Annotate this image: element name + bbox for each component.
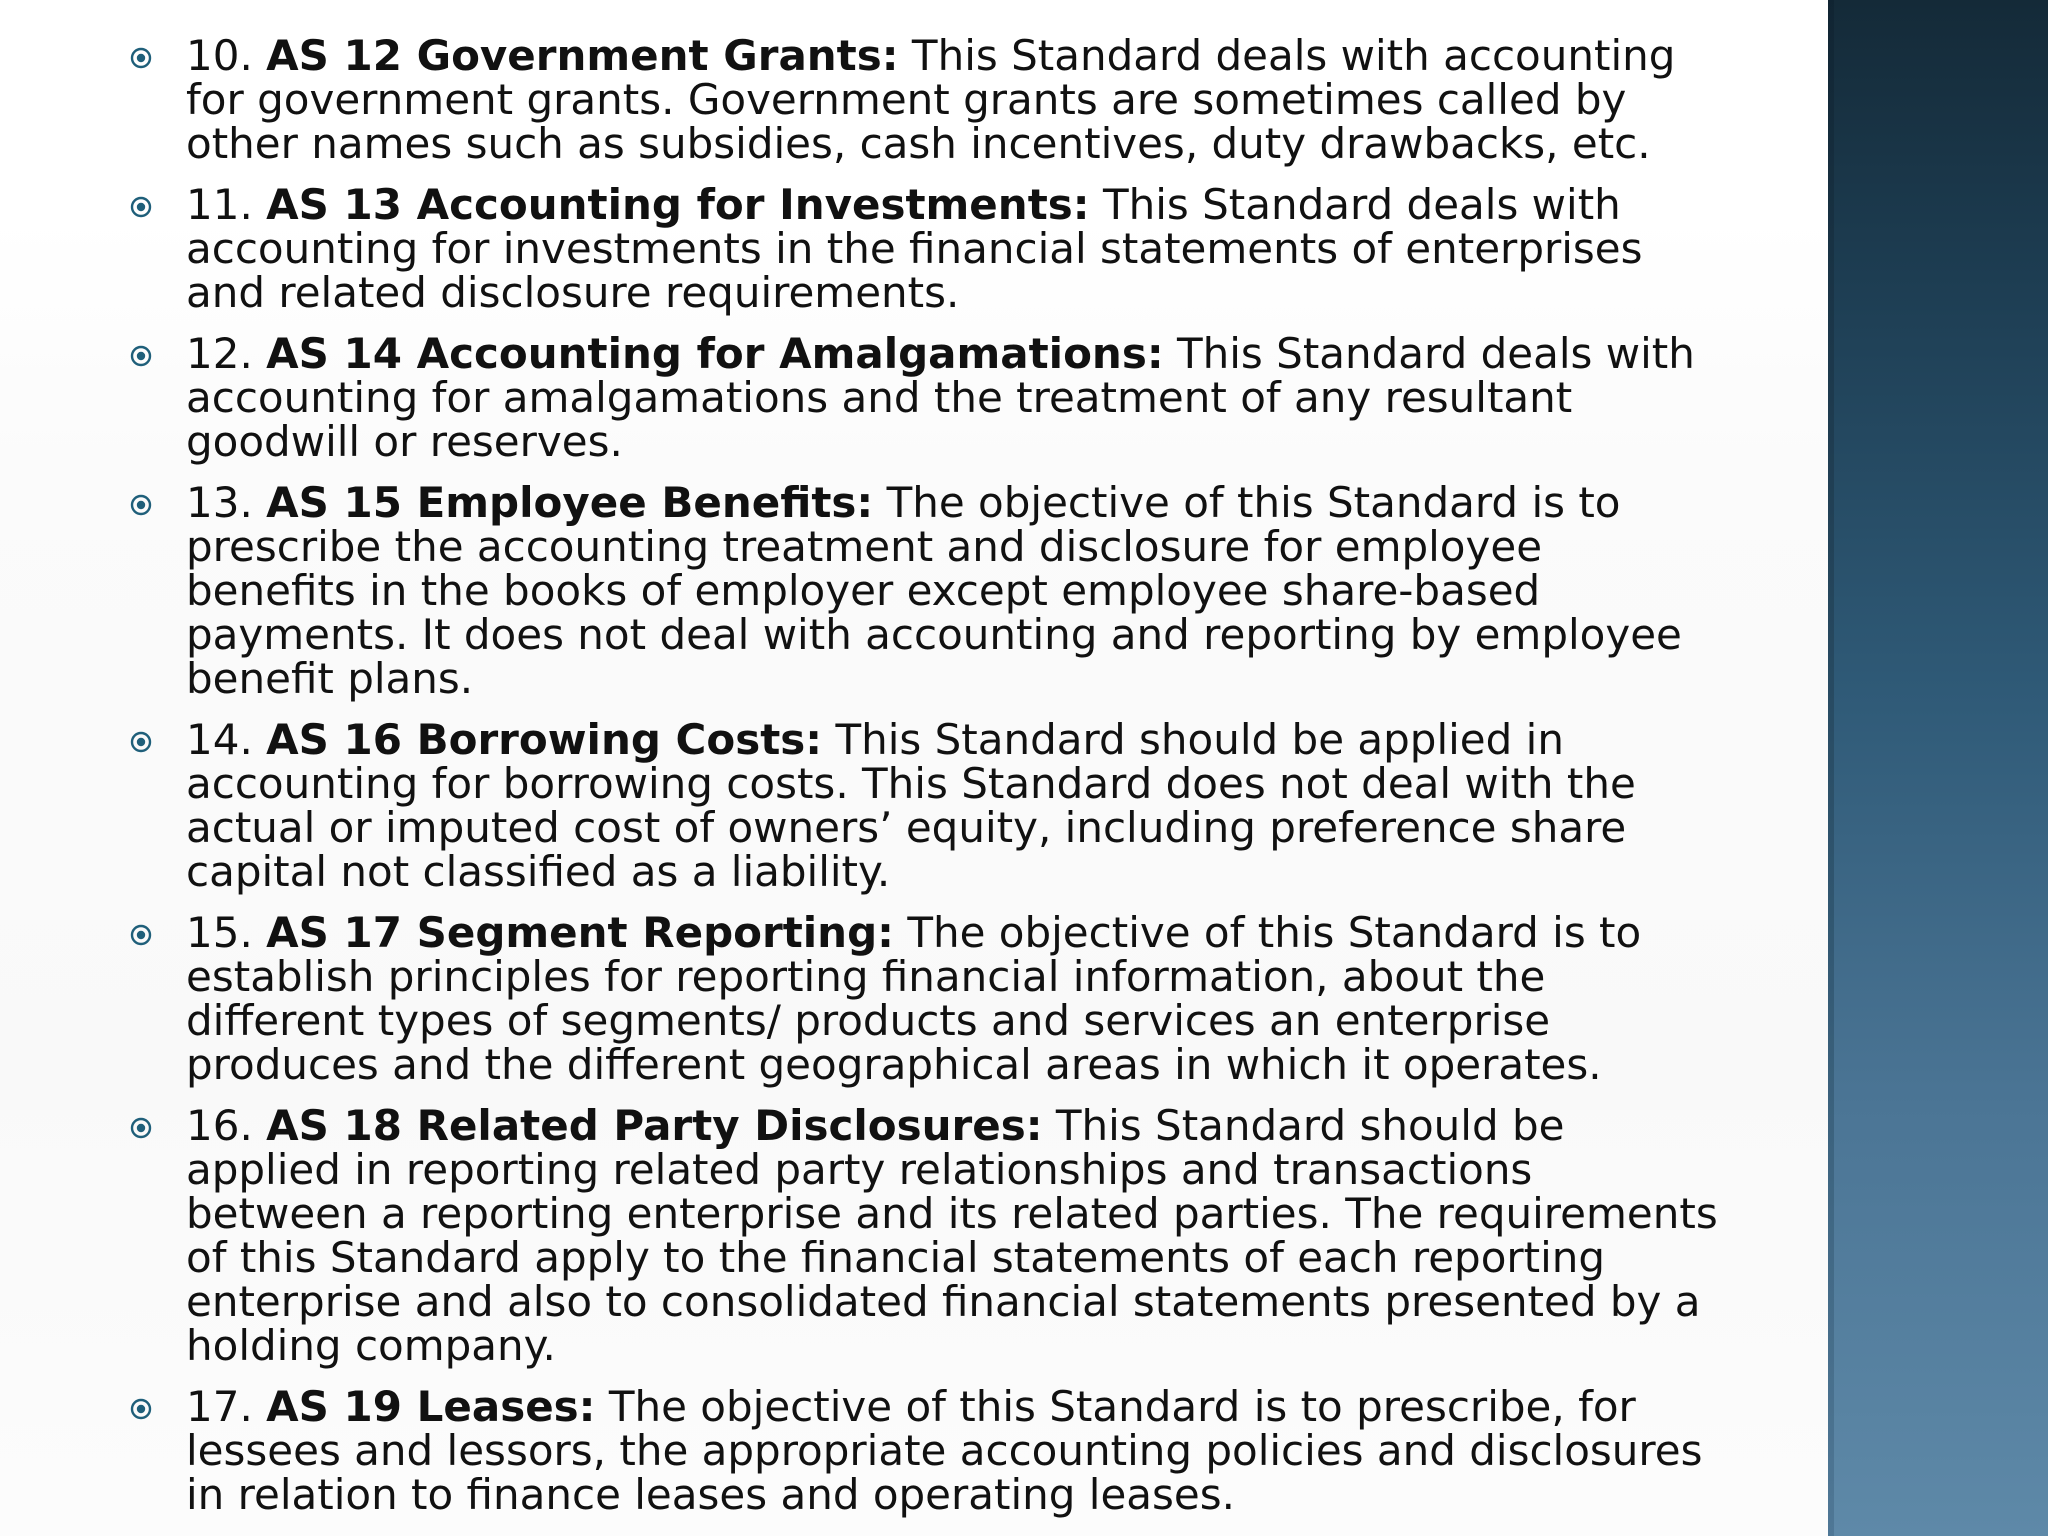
item-text: This Standard should be applied in accounting for borrowing costs. This Standard does not deal with the actual or imputed cost of owners’ equity, including preference share capital not classified as a liability. [186,715,1636,896]
list-item [120,1382,1720,1519]
item-title: AS 12 Government Grants: [266,31,899,80]
list-item [120,1101,1720,1370]
item-title: AS 17 Segment Reporting: [266,908,894,957]
item-number: 14. [186,715,253,764]
item-text: This Standard deals with accounting for amalgamations and the treatment of any resultant goodwill or reserves. [186,329,1695,466]
item-title: AS 19 Leases: [266,1382,596,1431]
bullet-icon [130,47,152,69]
bullet-icon [130,196,152,218]
item-number: 13. [186,478,253,527]
item-number: 10. [186,31,253,80]
item-title: AS 15 Employee Benefits: [266,478,874,527]
list-item [120,908,1720,1089]
item-title: AS 16 Borrowing Costs: [266,715,823,764]
list-item [120,180,1720,317]
bullet-icon [130,1117,152,1139]
item-title: AS 13 Accounting for Investments: [266,180,1090,229]
item-text: This Standard deals with accounting for government grants. Government grants are sometimes called by other names such as subsidies, cash incentives, duty drawbacks, etc. [186,31,1676,168]
standards-list [120,31,1720,1534]
item-text: The objective of this Standard is to prescribe the accounting treatment and disclosure for employee benefits in the books of employer except employee share-based payments. It does not deal with accounting and reporting by employee benefit plans. [186,478,1682,703]
item-text: This Standard should be applied in reporting related party relationships and transactions between a reporting enterprise and its related parties. The requirements of this Standard apply to the financial statements of each reporting enterprise and also to consolidated financial statements presented by a holding company. [186,1101,1718,1370]
list-item [120,478,1720,703]
item-title: AS 14 Accounting for Amalgamations: [266,329,1164,378]
item-number: 17. [186,1382,253,1431]
bullet-icon [130,1398,152,1420]
item-number: 15. [186,908,253,957]
decorative-side-panel [1828,0,2048,1536]
item-text: The objective of this Standard is to prescribe, for lessees and lessors, the appropriate accounting policies and disclosures in relation to finance leases and operating leases. [186,1382,1703,1519]
item-number: 11. [186,180,253,229]
item-number: 12. [186,329,253,378]
list-item [120,715,1720,896]
list-item [120,329,1720,466]
item-text: The objective of this Standard is to establish principles for reporting financial information, about the different types of segments/ products and services an enterprise produces and the different geographical areas in which it operates. [186,908,1642,1089]
item-title: AS 18 Related Party Disclosures: [266,1101,1043,1150]
bullet-icon [130,731,152,753]
bullet-icon [130,494,152,516]
bullet-icon [130,345,152,367]
item-text: This Standard deals with accounting for investments in the financial statements of enterprises and related disclosure requirements. [186,180,1643,317]
item-number: 16. [186,1101,253,1150]
list-item [120,31,1720,168]
bullet-icon [130,924,152,946]
